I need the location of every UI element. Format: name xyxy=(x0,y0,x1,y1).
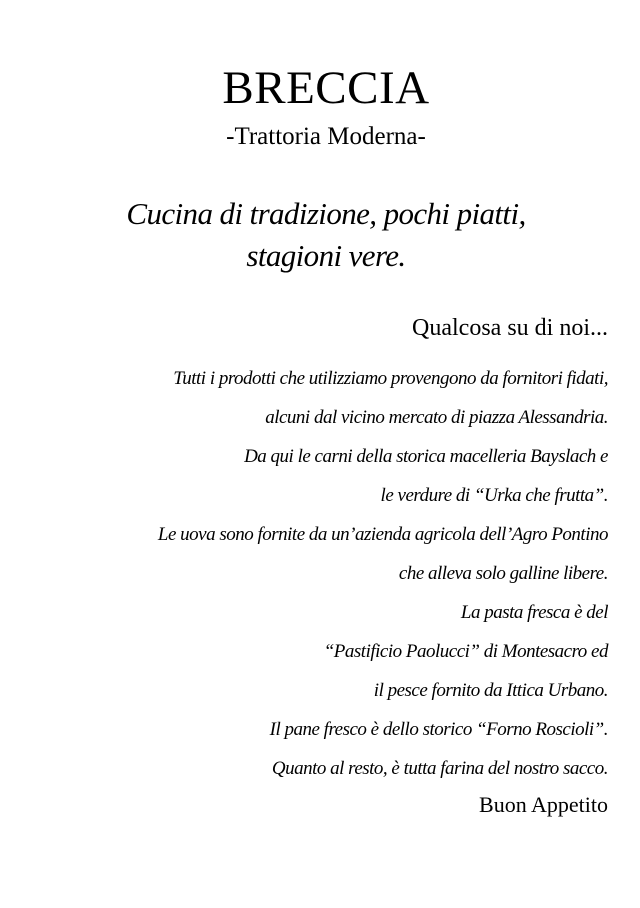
about-line: alcuni dal vicino mercato di piazza Alessandria. xyxy=(265,407,608,428)
about-line: Tutti i prodotti che utilizziamo provengono da fornitori fidati, xyxy=(173,368,608,389)
about-line: La pasta fresca è del xyxy=(460,602,608,623)
about-line: il pesce fornito da Ittica Urbano. xyxy=(373,680,608,701)
tagline-line: Cucina di tradizione, pochi piatti, xyxy=(126,196,526,231)
about-line: Il pane fresco è dello storico “Forno Roscioli”. xyxy=(269,719,608,740)
restaurant-subtitle: -Trattoria Moderna- xyxy=(226,123,426,150)
about-line: le verdure di “Urka che frutta”. xyxy=(380,485,608,506)
about-line: Da qui le carni della storica macelleria Bayslach e xyxy=(244,446,608,467)
restaurant-name: BRECCIA xyxy=(222,62,430,114)
tagline-line: stagioni vere. xyxy=(246,238,406,273)
about-line: Le uova sono fornite da un’azienda agricola dell’Agro Pontino xyxy=(157,524,608,545)
about-line: “Pastificio Paolucci” di Montesacro ed xyxy=(323,641,608,662)
about-text xyxy=(48,364,608,793)
about-heading: Qualcosa su di noi... xyxy=(412,315,608,341)
about-line: Quanto al resto, è tutta farina del nostro sacco. xyxy=(271,758,608,779)
tagline xyxy=(0,193,640,277)
signoff: Buon Appetito xyxy=(479,792,608,817)
about-line: che alleva solo galline libere. xyxy=(398,563,608,584)
